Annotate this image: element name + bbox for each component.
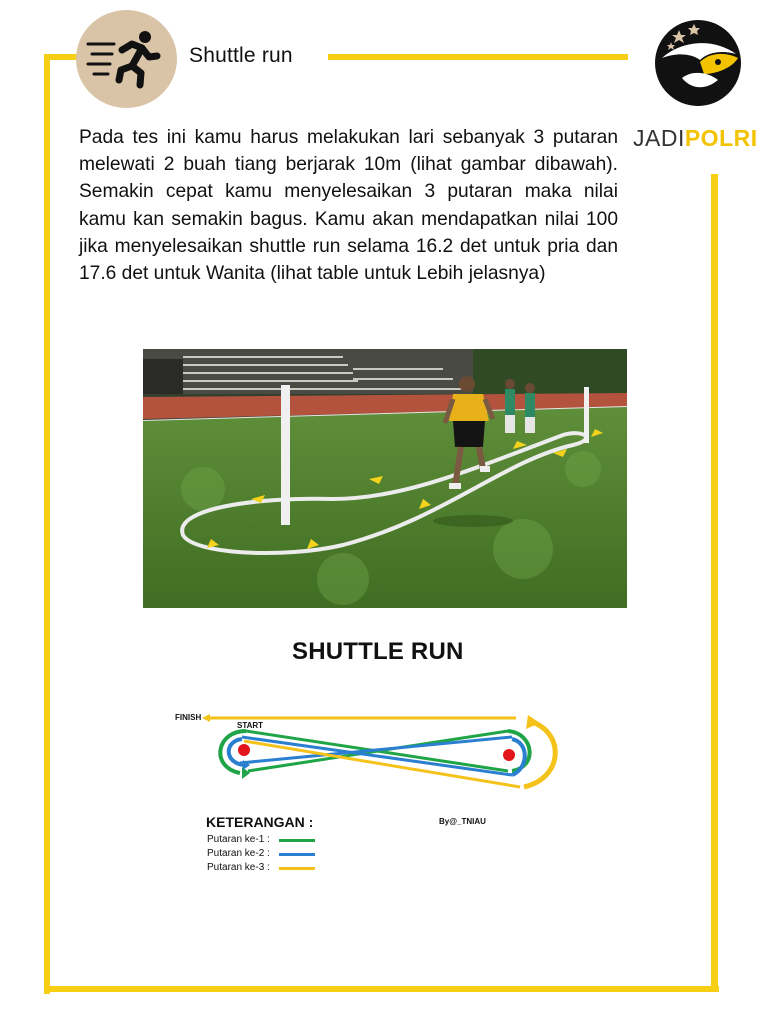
intro-paragraph: Pada tes ini kamu harus melakukan lari sebanyak 3 putaran melewati 2 buah tiang berjarak 10m (lihat gambar dibawah). Semakin cepat kamu menyelesaikan 3 putaran maka nilai kamu kan semakin bagus. Kamu akan mendapatkan nilai 100 jika menyelesaikan shuttle run selama 16.2 det untuk pria dan 17.6 det untuk Wanita (lihat table untuk Lebih jelasnya) [79, 127, 618, 285]
shuttle-run-diagram [168, 703, 568, 795]
legend-swatch-yellow [279, 867, 315, 870]
legend-label: Putaran ke-3 : [207, 862, 270, 873]
frame-right [711, 174, 718, 992]
credit-label: By@_TNIAU [439, 817, 486, 826]
shuttle-run-photo [143, 349, 627, 608]
page-title: Shuttle run [189, 44, 293, 67]
running-person-icon [76, 10, 177, 108]
legend-item-2 [207, 848, 270, 860]
legend-swatch-green [279, 839, 315, 842]
brand-wordmark [633, 125, 758, 152]
eagle-logo [652, 18, 744, 108]
frame-top-right [328, 54, 628, 60]
brand-part1: JADI [633, 125, 685, 151]
legend-label: Putaran ke-1 : [207, 834, 270, 845]
diagram-title: SHUTTLE RUN [292, 638, 464, 665]
frame-bottom [44, 986, 719, 992]
legend-item-1 [207, 834, 270, 846]
legend-swatch-blue [279, 853, 315, 856]
frame-left [44, 54, 50, 994]
legend-item-3 [207, 862, 270, 874]
start-label: START [237, 721, 264, 730]
legend-title: KETERANGAN : [206, 814, 314, 830]
brand-part2: POLRI [684, 125, 758, 151]
legend-label: Putaran ke-2 : [207, 848, 270, 859]
finish-label: FINISH [175, 713, 202, 722]
